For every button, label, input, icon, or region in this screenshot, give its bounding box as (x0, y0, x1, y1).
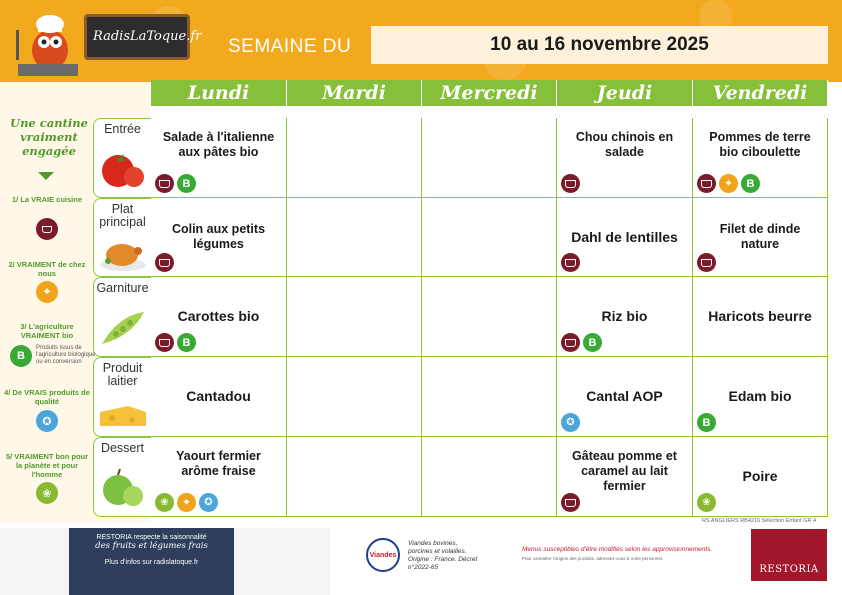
dish-name: Pommes de terre bio ciboulette (709, 130, 811, 159)
category-laitier (93, 357, 151, 437)
dish-name: Yaourt fermier arôme fraise (176, 449, 261, 478)
bio-icon: B (177, 174, 196, 193)
apple-icon (100, 466, 146, 508)
menu-cell-garniture-mercredi (422, 277, 557, 357)
category-label: Entrée (104, 122, 141, 136)
day-header-jeudi: Jeudi (557, 80, 693, 106)
quality-medal-icon: ✪ (36, 410, 58, 432)
menu-cell-garniture-lundi (151, 277, 287, 357)
week-label: SEMAINE DU (228, 36, 352, 57)
planet-icon: ❀ (155, 493, 174, 512)
dish-name: Gâteau pomme et caramel au lait fermier (572, 449, 677, 493)
quality-medal-icon: ✪ (561, 413, 580, 432)
day-header-lundi: Lundi (151, 80, 287, 106)
pot-icon (561, 174, 580, 193)
dish-name: Cantadou (186, 388, 251, 404)
viandes-origin-text: Viandes bovines, porcines et volailles. Origine : France. Décret n°2022-65 (408, 540, 478, 571)
logo-board (84, 14, 202, 60)
pot-icon (697, 174, 716, 193)
menu-cell-dessert-vendredi (693, 437, 828, 517)
category-plat (93, 198, 151, 277)
dish-name: Haricots beurre (708, 308, 812, 324)
restoria-logo: RESTORIA (751, 529, 827, 581)
sidebar-item-planet: 5/ VRAIMENT bon pour la planète et pour l'homme (5, 452, 89, 479)
pot-icon (155, 333, 174, 352)
label-badges (697, 253, 716, 272)
menu-cell-entree-mardi (287, 118, 422, 198)
bio-icon: B (741, 174, 760, 193)
seasonality-line1: RESTORIA respecte la saisonnalité (96, 534, 207, 541)
label-badges (697, 493, 716, 512)
menu-cell-laitier-vendredi (693, 357, 828, 437)
peas-icon (98, 306, 148, 350)
pot-icon (561, 253, 580, 272)
planet-icon: ❀ (36, 482, 58, 504)
menu-cell-plat-mardi (287, 198, 422, 277)
pot-icon (36, 218, 58, 240)
cheese-icon (98, 402, 148, 430)
pot-icon (561, 333, 580, 352)
sidebar-item-cuisine: 1/ La VRAIE cuisine (11, 195, 83, 204)
down-arrow-icon (38, 172, 54, 180)
menu-cell-entree-mercredi (422, 118, 557, 198)
dish-name: Colin aux petits légumes (171, 222, 266, 251)
planet-icon: ❀ (697, 493, 716, 512)
menu-cell-plat-mercredi (422, 198, 557, 277)
dish-name: Edam bio (728, 388, 792, 404)
day-header-mardi: Mardi (287, 80, 422, 106)
pot-icon (697, 253, 716, 272)
pot-icon (561, 493, 580, 512)
menu-cell-laitier-lundi (151, 357, 287, 437)
week-range: 10 au 16 novembre 2025 (490, 34, 709, 55)
category-garniture (93, 277, 151, 357)
bio-icon: B (583, 333, 602, 352)
menu-cell-laitier-mardi (287, 357, 422, 437)
local-map-icon: ⌖ (719, 174, 738, 193)
category-label: Dessert (100, 441, 145, 455)
label-badges (561, 493, 580, 512)
logo-text: RadisLaToque.fr (93, 29, 202, 44)
local-map-icon: ⌖ (177, 493, 196, 512)
label-badges (155, 333, 196, 352)
category-label: Plat principal (99, 202, 146, 229)
sidebar-item-local: 2/ VRAIMENT de chez nous (8, 260, 86, 278)
dish-name: Poire (742, 468, 778, 484)
menu-cell-entree-vendredi (693, 118, 828, 198)
category-dessert (93, 437, 151, 517)
sidebar-item-bio: 3/ L'agriculture VRAIMENT bio (20, 322, 74, 340)
pot-icon (155, 174, 174, 193)
menu-cell-plat-jeudi (557, 198, 693, 277)
menu-cell-garniture-mardi (287, 277, 422, 357)
dish-name: Dahl de lentilles (571, 228, 678, 245)
menu-cell-laitier-jeudi (557, 357, 693, 437)
day-header-mercredi: Mercredi (422, 80, 557, 106)
menu-reference: RS ANGLIERS RB4216 Sélection Enfant GR 4 (702, 518, 817, 524)
menu-cell-plat-vendredi (693, 198, 828, 277)
menu-cell-laitier-mercredi (422, 357, 557, 437)
menu-cell-entree-jeudi (557, 118, 693, 198)
dish-name: Riz bio (601, 308, 648, 324)
tomato-icon (100, 147, 146, 189)
viandes-france-logo: Viandes (366, 538, 400, 572)
seasonality-panel (69, 528, 234, 595)
roast-chicken-icon (98, 239, 148, 273)
menu-cell-entree-lundi (151, 118, 287, 198)
label-badges (155, 253, 174, 272)
dish-name: Carottes bio (177, 308, 260, 324)
menus-sub-disclaimer: Pour connaître l'origine des produits, adressez-vous à notre personnel. (522, 556, 664, 561)
label-badges (155, 174, 196, 193)
label-badges (697, 174, 760, 193)
menus-disclaimer: Menus susceptibles d'être modifiés selon les approvisionnements. (522, 546, 713, 553)
mascot-icon (14, 6, 84, 78)
category-label: Produit laitier (102, 361, 143, 388)
dish-name: Chou chinois en salade (575, 130, 674, 159)
day-header-vendredi: Vendredi (693, 80, 828, 106)
menu-cell-dessert-lundi (151, 437, 287, 517)
seasonality-line2: des fruits et légumes frais (95, 541, 208, 551)
week-range-box (371, 26, 828, 64)
bio-note: Produits issus de l'agriculture biologique ou en conversion (36, 345, 96, 365)
more-info-link[interactable]: Plus d'infos sur radislatoque.fr (104, 559, 199, 566)
label-badges (561, 413, 580, 432)
label-badges (561, 333, 602, 352)
label-badges (561, 174, 580, 193)
dish-name: Salade à l'italienne aux pâtes bio (162, 130, 275, 159)
sidebar-title: Une cantine vraiment engagée (10, 116, 88, 158)
bio-icon: B (10, 345, 32, 367)
menu-cell-dessert-jeudi (557, 437, 693, 517)
menu-cell-dessert-mardi (287, 437, 422, 517)
quality-medal-icon: ✪ (199, 493, 218, 512)
category-label: Garniture (96, 281, 149, 295)
dish-name: Cantal AOP (586, 388, 663, 404)
label-badges (561, 253, 580, 272)
pot-icon (155, 253, 174, 272)
menu-cell-garniture-vendredi (693, 277, 828, 357)
sidebar-item-quality: 4/ De VRAIS produits de qualité (4, 388, 90, 406)
bio-icon: B (697, 413, 716, 432)
label-badges (697, 413, 716, 432)
dish-name: Filet de dinde nature (719, 222, 801, 251)
bio-icon: B (177, 333, 196, 352)
menu-cell-plat-lundi (151, 198, 287, 277)
category-entree (93, 118, 151, 198)
local-map-icon: ⌖ (36, 281, 58, 303)
menu-cell-garniture-jeudi (557, 277, 693, 357)
menu-cell-dessert-mercredi (422, 437, 557, 517)
label-badges (155, 493, 218, 512)
